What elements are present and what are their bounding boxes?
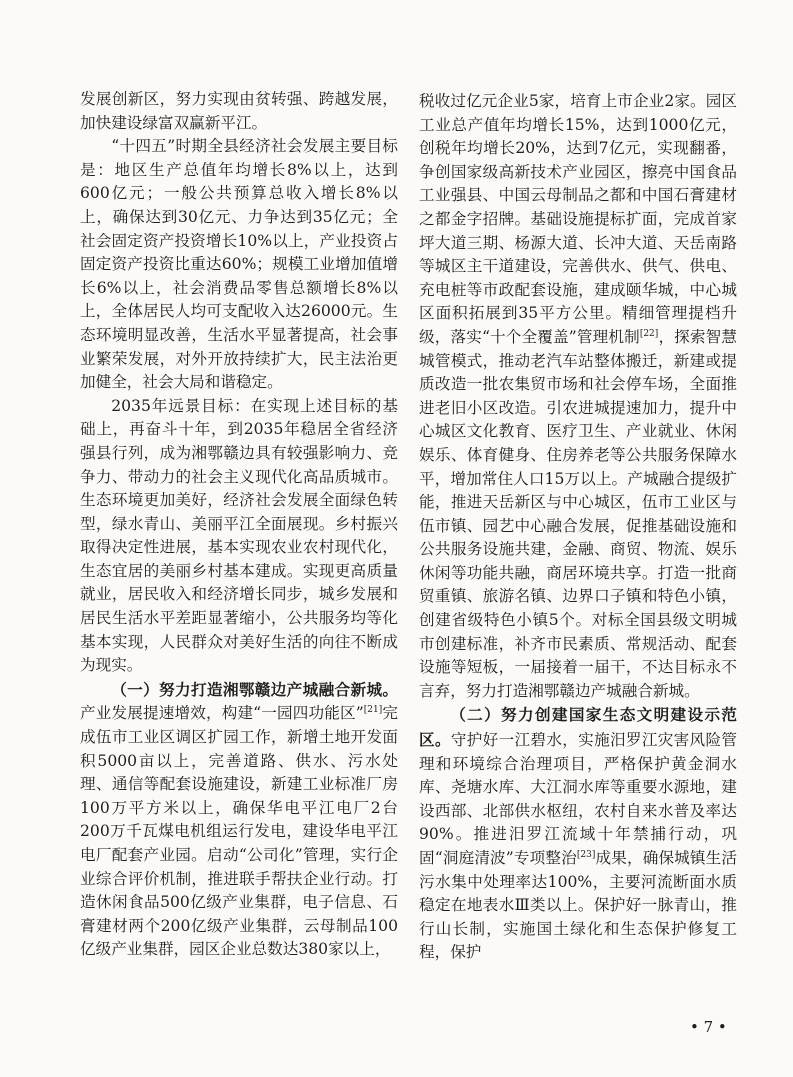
paragraph: 2035年远景目标：在实现上述目标的基础上，再奋斗十年，到2035年稳居全省经济强县行列，成为湘鄂赣边具有较强影响力、竞争力、带动力的社会主义现代化高品质城市。生态环境更加美好，经济社会发展全面绿色转型，绿水青山、美丽平江全面展现。乡村振兴取得决定性进展，基本实现农业农村现代化，生态宜居的美丽乡村基本建成。实现更高质量就业，居民收入和经济增长同步，城乡发展和居民生活水平差距显著缩小，公共服务均等化基本实现，人民群众对美好生活的向往不断成为现实。 — [80, 396, 398, 675]
paragraph — [419, 90, 737, 703]
paragraph-text: 税收过亿元企业5家，培育上市企业2家。园区工业总产值年均增长15%，达到1000亿元，创税年均增长20%，达到7亿元，实现翻番，争创国家级高新技术产业园区，擦亮中国食品工业强县、中国云母制品之都和中国石膏建材之都金字招牌。基础设施提标扩面，完成首家坪大道三期、杨源大道、长冲大道、天岳南路等城区主干道建设，完善供水、供气、供电、充电桩等市政配套设施，建成颐华城，中心城区面积拓展到35平方公里。精细管理提档升级，落实“十个全覆盖”管理机制 — [419, 92, 737, 346]
citation-marker: [23] — [576, 849, 596, 860]
paragraph: 发展创新区，努力实现由贫转强、跨越发展，加快建设绿富双赢新平江。 — [80, 90, 398, 132]
paragraph: “十四五”时期全县经济社会发展主要目标是：地区生产总值年均增长8%以上，达到600亿元；一般公共预算总收入增长8%以上，确保达到30亿元、力争达到35亿元；全社会固定资产投资增长10%以上，产业投资占固定资产投资比重达60%；规模工业增加值增长6%以上，社会消费品零售总额增长8%以上，全体居民人均可支配收入达26000元。生态环境明显改善，生活水平显著提高，社会事业繁荣发展，对外开放持续扩大，民主法治更加健全，社会大局和谐稳定。 — [80, 137, 398, 392]
paragraph-text: ，探索智慧城管模式，推动老汽车站整体搬迁，新建或提质改造一批农集贸市场和社会停车场，全面推进老旧小区改造。引农进城提速加力，提升中心城区文化教育、医疗卫生、产业就业、休闲娱乐、体育健身、住房养老等公共服务保障水平，增加常住人口15万以上。产城融合提级扩能，推进天岳新区与中心城区，伍市工业区与伍市镇、园艺中心融合发展，促推基础设施和公共服务设施共建，金融、商贸、物流、娱乐休闲等功能共融，商居环境共享。打造一批商贸重镇、旅游名镇、边界口子镇和特色小镇，创建省级特色小镇5个。对标全国县级文明城市创建标准，补齐市民素质、常规活动、配套设施等短板，一届接着一届干，不达目标永不言弃，努力打造湘鄂赣边产城融合新城。 — [419, 327, 737, 700]
paragraph-section-1 — [80, 678, 398, 962]
section-heading: （二）努力创建国家生态文明建设示范区。 — [419, 705, 737, 750]
section-heading: （一）努力打造湘鄂赣边产城融合新城。 — [111, 679, 398, 699]
paragraph-text: 成果，确保城镇生活污水集中处理率达100%，主要河流断面水质稳定在地表水Ⅲ类以上。保护好一脉青山，推行山长制，实施国土绿化和生态保护修复工程，保护 — [419, 849, 737, 962]
paragraph-text: 守护好一江碧水，实施汨罗江灾害风险管理和环境综合治理项目，严格保护黄金洞水库、尧塘水库、大江洞水库等重要水源地，建设西部、北部供水枢纽，农村自来水普及率达90%。推进汨罗江流域十年禁捕行动，巩固“洞庭清波”专项整治 — [419, 731, 737, 867]
page-number: • 7 • — [690, 1018, 727, 1036]
paragraph-text: 完成伍市工业区调区扩园工作，新增土地开发面积5000亩以上，完善道路、供水、污水处理、通信等配套设施建设，新建工业标准厂房100万平方米以上，确保华电平江电厂2台200万千瓦煤电机组运行发电，建设华电平江电厂配套产业园。启动“公司化”管理，实行企业综合评价机制，推进联手帮扶企业行动。打造休闲食品500亿级产业集群，电子信息、石膏建材两个200亿级产业集群，云母制品100亿级产业集群，园区企业总数达380家以上， — [80, 704, 398, 959]
paragraph-text: 产业发展提速增效，构建“一园四功能区” — [80, 704, 364, 723]
paragraph-section-2 — [419, 703, 737, 965]
right-column — [419, 90, 737, 965]
left-column — [80, 88, 398, 962]
citation-marker: [22] — [639, 328, 659, 339]
citation-marker: [21] — [363, 705, 383, 716]
